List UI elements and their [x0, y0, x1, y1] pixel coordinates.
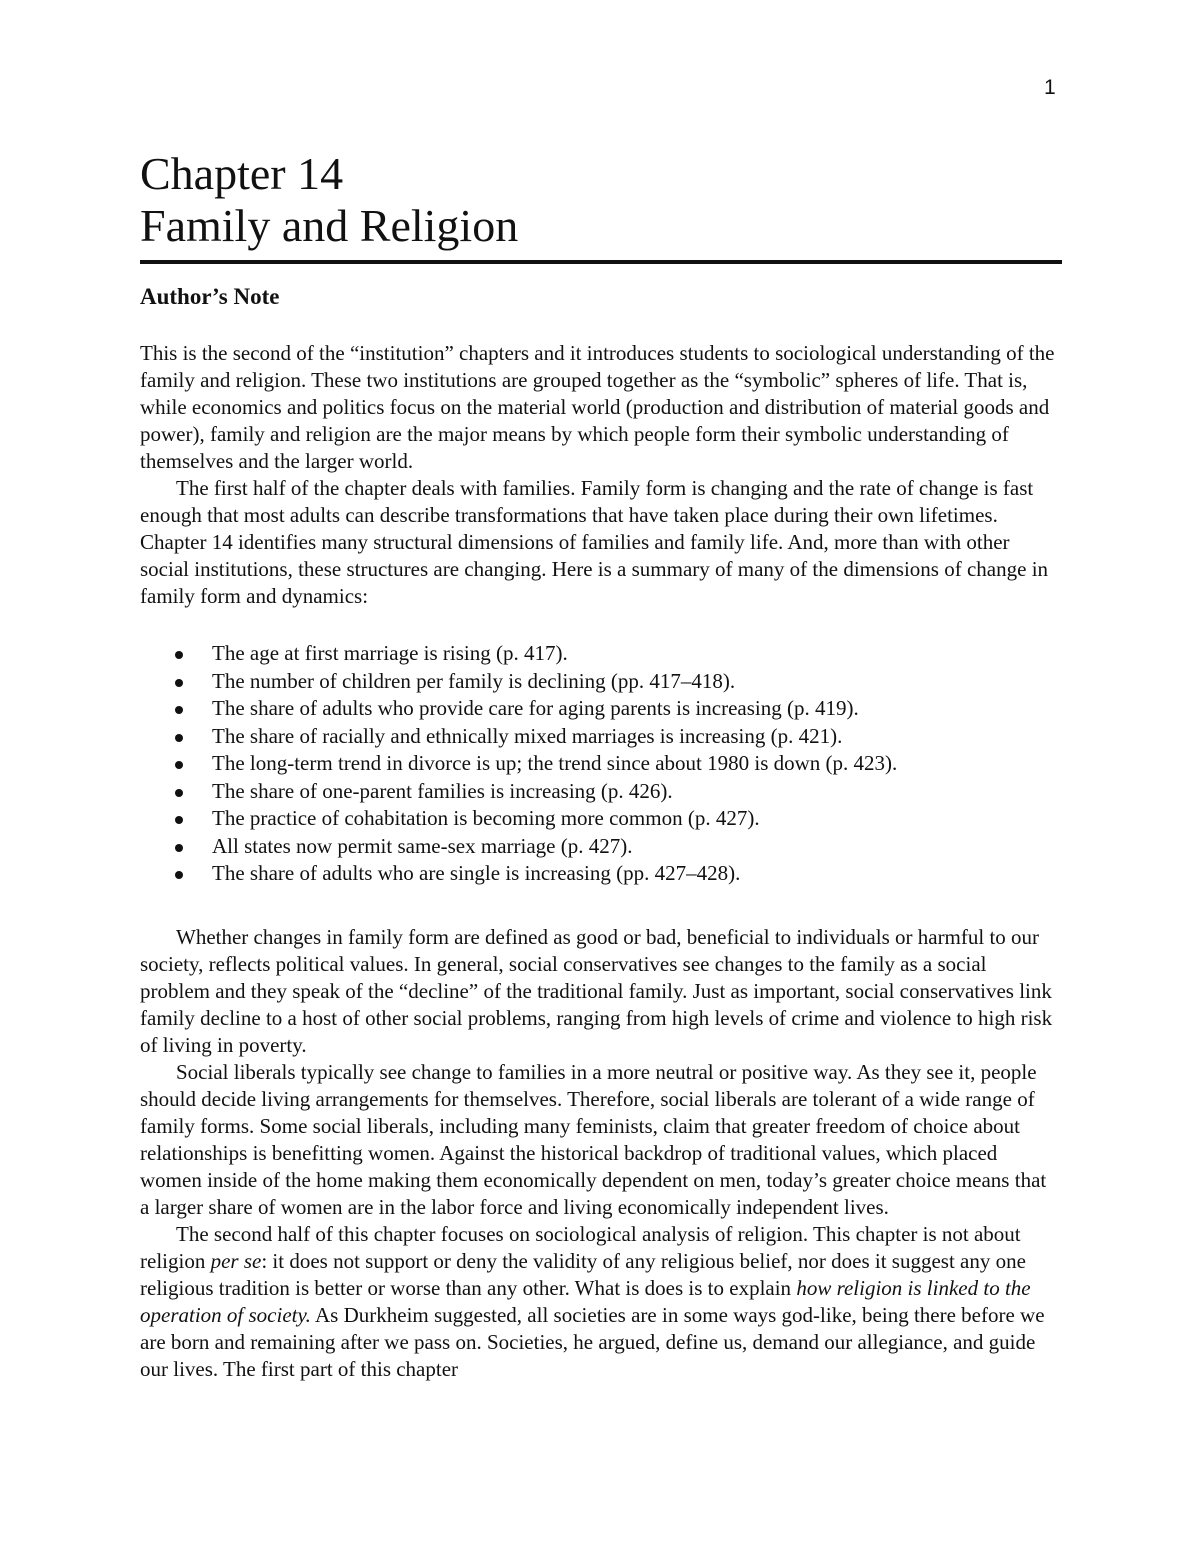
- list-item-text: The share of adults who provide care for aging parents is increasing (p. 419).: [212, 696, 859, 720]
- page-number: 1: [1044, 76, 1056, 99]
- list-item: [140, 778, 1055, 806]
- bullet-icon: [175, 734, 183, 742]
- change-list: [140, 640, 1055, 888]
- chapter-name: Family and Religion: [140, 200, 519, 251]
- text-run: As Durkheim suggested, all societies are in some ways god-like, being there before we are born and remaining after we pass on. Societies, he argued, define us, demand our allegiance, and guide our lives. The first part of this chapter: [140, 1303, 1045, 1381]
- paragraph: [140, 1221, 1055, 1383]
- list-item-text: The share of racially and ethnically mixed marriages is increasing (p. 421).: [212, 723, 843, 748]
- list-item: [140, 833, 1055, 861]
- paragraph: Social liberals typically see change to families in a more neutral or positive way. As they see it, people should decide living arrangements for themselves. Therefore, social liberals are tolerant of a wide range of family forms. Some social liberals, including many feminists, claim that greater freedom of choice about relationships is benefitting women. Against the historical backdrop of traditional values, which placed women inside of the home making them economically dependent on men, today’s greater choice means that a larger share of women are in the labor force and living economically independent lives.: [140, 1060, 1047, 1219]
- list-item: [140, 860, 1055, 888]
- list-item: [140, 805, 1055, 833]
- bullet-icon: [175, 679, 183, 687]
- bullet-icon: [175, 844, 183, 852]
- list-item-text: The number of children per family is declining (pp. 417–418).: [212, 668, 736, 693]
- emphasis-text: how religion is linked to the operation of society.: [140, 1276, 1031, 1327]
- paragraph: This is the second of the “institution” chapters and it introduces students to sociological understanding of the family and religion. These two institutions are grouped together as the “symbolic” spheres of life. That is, while economics and politics focus on the material world (production and distribution of material goods and power), family and religion are the major means by which people form their symbolic understanding of themselves and the larger world.: [140, 341, 1055, 473]
- paragraph: The first half of the chapter deals with families. Family form is changing and the rate of change is fast enough that most adults can describe transformations that have taken place during their own lifetimes. Chapter 14 identifies many structural dimensions of families and family life. And, more than with other social institutions, these structures are changing. Here is a summary of many of the dimensions of change in family form and dynamics:: [140, 476, 1049, 608]
- list-item: [140, 640, 1055, 668]
- bullet-icon: [175, 789, 183, 797]
- list-item: [140, 695, 1055, 723]
- bullet-icon: [175, 706, 183, 714]
- list-item-text: The practice of cohabitation is becoming more common (p. 427).: [212, 806, 760, 830]
- text-run: : it does not support or deny the validity of any religious belief, nor does it suggest any one religious tradition is better or worse than any other. What is does is to explain: [140, 1249, 1026, 1300]
- list-item: [140, 723, 1055, 751]
- bullet-icon: [175, 761, 183, 769]
- chapter-number: Chapter 14: [140, 148, 344, 199]
- list-item-text: All states now permit same-sex marriage (p. 427).: [212, 833, 633, 858]
- discussion-text: [140, 924, 1055, 1383]
- list-item-text: The age at first marriage is rising (p. 417).: [212, 641, 568, 665]
- bullet-icon: [175, 651, 183, 659]
- list-item: [140, 750, 1055, 778]
- bullet-icon: [175, 816, 183, 824]
- intro-text: [140, 340, 1055, 610]
- text-run: The second half of this chapter focuses on sociological analysis of religion. This chapter is not about religion: [140, 1222, 1021, 1273]
- list-item-text: The share of one-parent families is increasing (p. 426).: [212, 778, 673, 803]
- paragraph: Whether changes in family form are defined as good or bad, beneficial to individuals or harmful to our society, reflects political values. In general, social conservatives see changes to the family as a social problem and they speak of the “decline” of the traditional family. Just as important, social conservatives link family decline to a host of other social problems, ranging from high levels of crime and violence to high risk of living in poverty.: [140, 925, 1053, 1057]
- list-item: [140, 668, 1055, 696]
- chapter-title: [140, 148, 1062, 264]
- list-item-text: The long-term trend in divorce is up; the trend since about 1980 is down (p. 423).: [212, 751, 898, 775]
- list-item-text: The share of adults who are single is increasing (pp. 427–428).: [212, 861, 741, 885]
- emphasis-text: per se: [210, 1249, 262, 1273]
- bullet-icon: [175, 871, 183, 879]
- section-heading: Author’s Note: [140, 284, 280, 309]
